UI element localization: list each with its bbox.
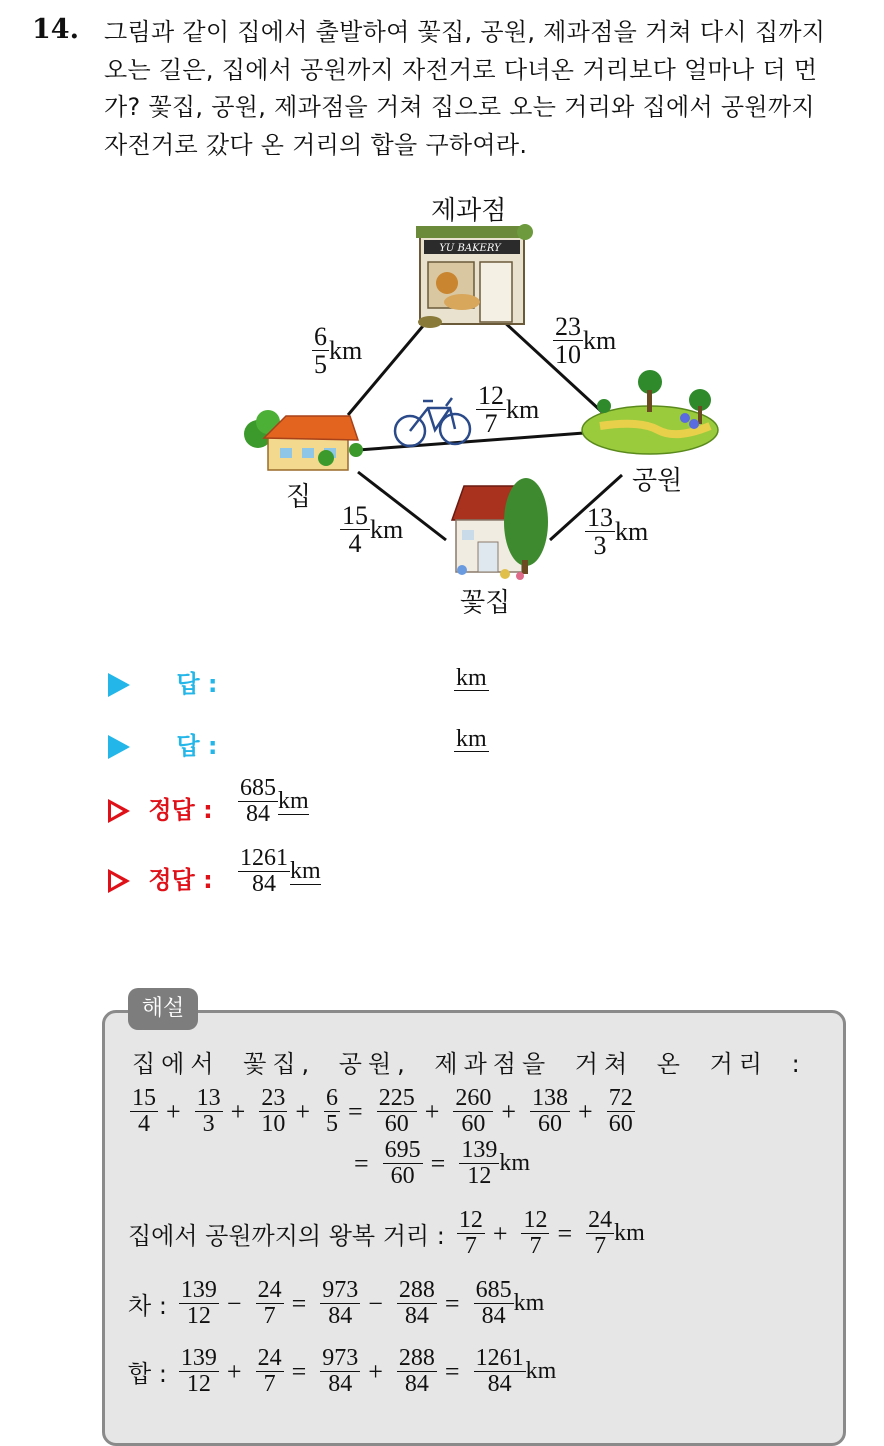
fraction-denominator: 4 <box>348 529 362 559</box>
fraction-numerator: 139 <box>180 1345 217 1371</box>
answer-row-2 <box>108 726 218 761</box>
correct-answer-value <box>238 846 321 897</box>
operator: = <box>348 1096 363 1126</box>
fraction-denominator: 3 <box>202 1111 215 1138</box>
bakery-icon <box>416 224 533 328</box>
fraction-numerator: 24 <box>257 1345 282 1371</box>
fraction-numerator: 24 <box>588 1207 613 1233</box>
fraction-numerator: 13 <box>587 503 613 532</box>
operator: = <box>291 1288 307 1318</box>
answer-unit: km <box>290 858 321 885</box>
question-number: 14. <box>32 14 79 45</box>
correct-answer-label: 정답 : <box>148 796 213 824</box>
distance-unit: km <box>329 335 363 365</box>
fraction-numerator: 15 <box>132 1085 156 1111</box>
fraction-denominator: 7 <box>263 1303 276 1330</box>
flower-shop-icon <box>452 478 548 580</box>
fraction-numerator: 15 <box>342 501 368 530</box>
fraction-denominator: 60 <box>538 1111 563 1138</box>
distance-home-park <box>476 382 539 438</box>
correct-answer-label: 정답 : <box>148 866 213 894</box>
solution-text: 차 : <box>128 1292 167 1321</box>
fraction-denominator: 60 <box>384 1111 409 1138</box>
equation-sum-terms <box>130 1086 635 1137</box>
operator: = <box>291 1356 307 1386</box>
distance-unit: km <box>370 514 404 544</box>
unit-label: km <box>614 1220 645 1247</box>
outline-arrow-icon <box>108 869 130 893</box>
solution-text: 집에서 꽃집, 공원, 제과점을 거쳐 온 거리 : <box>132 1050 806 1078</box>
operator: − <box>368 1288 383 1318</box>
operator: + <box>230 1096 246 1126</box>
fraction-denominator: 12 <box>186 1371 211 1398</box>
equation-round-trip <box>128 1208 645 1259</box>
fraction-numerator: 23 <box>555 312 581 341</box>
fraction-denominator: 3 <box>593 531 607 561</box>
fraction-denominator: 60 <box>608 1111 633 1138</box>
fraction-denominator: 84 <box>328 1303 353 1330</box>
operator: + <box>295 1096 311 1126</box>
fraction-denominator: 7 <box>484 409 498 439</box>
play-arrow-icon <box>108 673 130 697</box>
place-label-park: 공원 <box>632 466 683 496</box>
distance-home-bakery <box>312 323 362 379</box>
operator: + <box>501 1096 517 1126</box>
fraction-numerator: 6 <box>314 322 327 351</box>
fraction-denominator: 84 <box>246 801 270 828</box>
question-line: 가? 꽃집, 공원, 제과점을 거쳐 집으로 오는 거리와 집에서 공원까지 <box>104 93 815 121</box>
unit-label: km <box>525 1358 557 1385</box>
road-home-park <box>358 433 584 450</box>
fraction-denominator: 84 <box>487 1371 512 1398</box>
operator: + <box>492 1218 508 1248</box>
solution-text: 합 : <box>128 1360 167 1389</box>
equation-sum-result <box>346 1138 530 1189</box>
fraction-numerator: 139 <box>461 1137 498 1163</box>
place-label-home: 집 <box>286 482 312 512</box>
distance-unit: km <box>583 325 617 355</box>
operator: + <box>424 1096 440 1126</box>
play-arrow-icon <box>108 735 130 759</box>
question-line: 자전거로 갔다 온 거리의 합을 구하여라. <box>104 130 528 159</box>
fraction-numerator: 288 <box>398 1345 435 1371</box>
fraction-numerator: 225 <box>378 1085 415 1111</box>
fraction-numerator: 12 <box>523 1207 548 1233</box>
distance-bakery-park <box>553 313 616 369</box>
park-icon <box>582 370 718 454</box>
distance-flower-park <box>585 504 648 560</box>
fraction-denominator: 5 <box>326 1111 339 1138</box>
fraction-denominator: 7 <box>464 1233 477 1260</box>
fraction-numerator: 288 <box>398 1277 435 1303</box>
operator: = <box>354 1148 369 1178</box>
fraction-numerator: 23 <box>261 1085 286 1111</box>
solution-text: 집에서 공원까지의 왕복 거리 : <box>128 1222 445 1251</box>
fraction-numerator: 1261 <box>240 845 288 871</box>
fraction-denominator: 84 <box>404 1303 429 1330</box>
fraction-numerator: 973 <box>322 1345 359 1371</box>
distance-unit: km <box>615 516 649 546</box>
fraction-denominator: 60 <box>461 1111 486 1138</box>
question-line: 그림과 같이 집에서 출발하여 꽃집, 공원, 제과점을 거쳐 다시 집까지 <box>104 18 826 46</box>
fraction-numerator: 138 <box>532 1085 569 1111</box>
fraction-denominator: 84 <box>481 1303 506 1330</box>
fraction-numerator: 685 <box>240 775 276 801</box>
equation-sum <box>128 1346 556 1397</box>
answer-label: 답 : <box>176 670 218 698</box>
fraction-numerator: 12 <box>458 1207 483 1233</box>
operator: + <box>578 1096 593 1126</box>
unit-label: km <box>499 1150 531 1177</box>
correct-answer-row-1 <box>108 790 213 825</box>
answer-unit: km <box>456 726 487 752</box>
fraction-denominator: 7 <box>594 1233 607 1260</box>
bakery-sign: YU BAKERY <box>439 243 501 254</box>
answer-unit: km <box>278 788 309 815</box>
fraction-denominator: 10 <box>261 1111 286 1138</box>
operator: = <box>444 1288 460 1318</box>
fraction-denominator: 84 <box>404 1371 429 1398</box>
fraction-numerator: 1261 <box>475 1345 524 1371</box>
outline-arrow-icon <box>108 799 130 823</box>
distance-home-flower <box>340 502 403 558</box>
fraction-numerator: 6 <box>326 1085 339 1111</box>
operator: + <box>368 1356 383 1386</box>
home-icon <box>244 410 363 470</box>
fraction-denominator: 60 <box>390 1163 415 1190</box>
fraction-numerator: 260 <box>455 1085 492 1111</box>
unit-label: km <box>513 1290 545 1317</box>
fraction-numerator: 12 <box>478 381 504 410</box>
operator: = <box>430 1148 446 1178</box>
operator: + <box>166 1096 181 1126</box>
equation-difference <box>128 1278 544 1329</box>
operator: = <box>557 1218 573 1248</box>
answer-unit: km <box>456 665 487 691</box>
question-text <box>104 14 864 164</box>
distance-unit: km <box>506 394 540 424</box>
fraction-numerator: 685 <box>475 1277 512 1303</box>
place-label-flower-shop: 꽃집 <box>460 588 511 618</box>
solution-tab: 해설 <box>128 988 198 1030</box>
fraction-denominator: 4 <box>138 1111 150 1138</box>
fraction-numerator: 24 <box>257 1277 282 1303</box>
place-label-bakery: 제과점 <box>431 196 507 226</box>
operator: + <box>226 1356 242 1386</box>
solution-line-1 <box>132 1044 806 1079</box>
operator: − <box>226 1288 242 1318</box>
fraction-denominator: 5 <box>314 350 327 380</box>
bicycle-icon <box>395 398 470 446</box>
fraction-denominator: 12 <box>467 1163 492 1190</box>
fraction-numerator: 973 <box>322 1277 359 1303</box>
correct-answer-value <box>238 776 309 827</box>
operator: = <box>444 1356 460 1386</box>
correct-answer-row-2 <box>108 860 213 895</box>
fraction-denominator: 84 <box>328 1371 353 1398</box>
fraction-denominator: 7 <box>529 1233 542 1260</box>
fraction-denominator: 84 <box>252 871 276 898</box>
fraction-numerator: 13 <box>196 1085 221 1111</box>
question-line: 오는 길은, 집에서 공원까지 자전거로 다녀온 거리보다 얼마나 더 먼 <box>104 55 818 84</box>
fraction-numerator: 695 <box>384 1137 421 1163</box>
answer-label: 답 : <box>176 732 218 760</box>
fraction-numerator: 139 <box>180 1277 217 1303</box>
answer-row-1 <box>108 664 218 699</box>
fraction-denominator: 7 <box>263 1371 276 1398</box>
fraction-denominator: 10 <box>555 340 581 370</box>
fraction-numerator: 72 <box>608 1085 633 1111</box>
fraction-denominator: 12 <box>186 1303 211 1330</box>
